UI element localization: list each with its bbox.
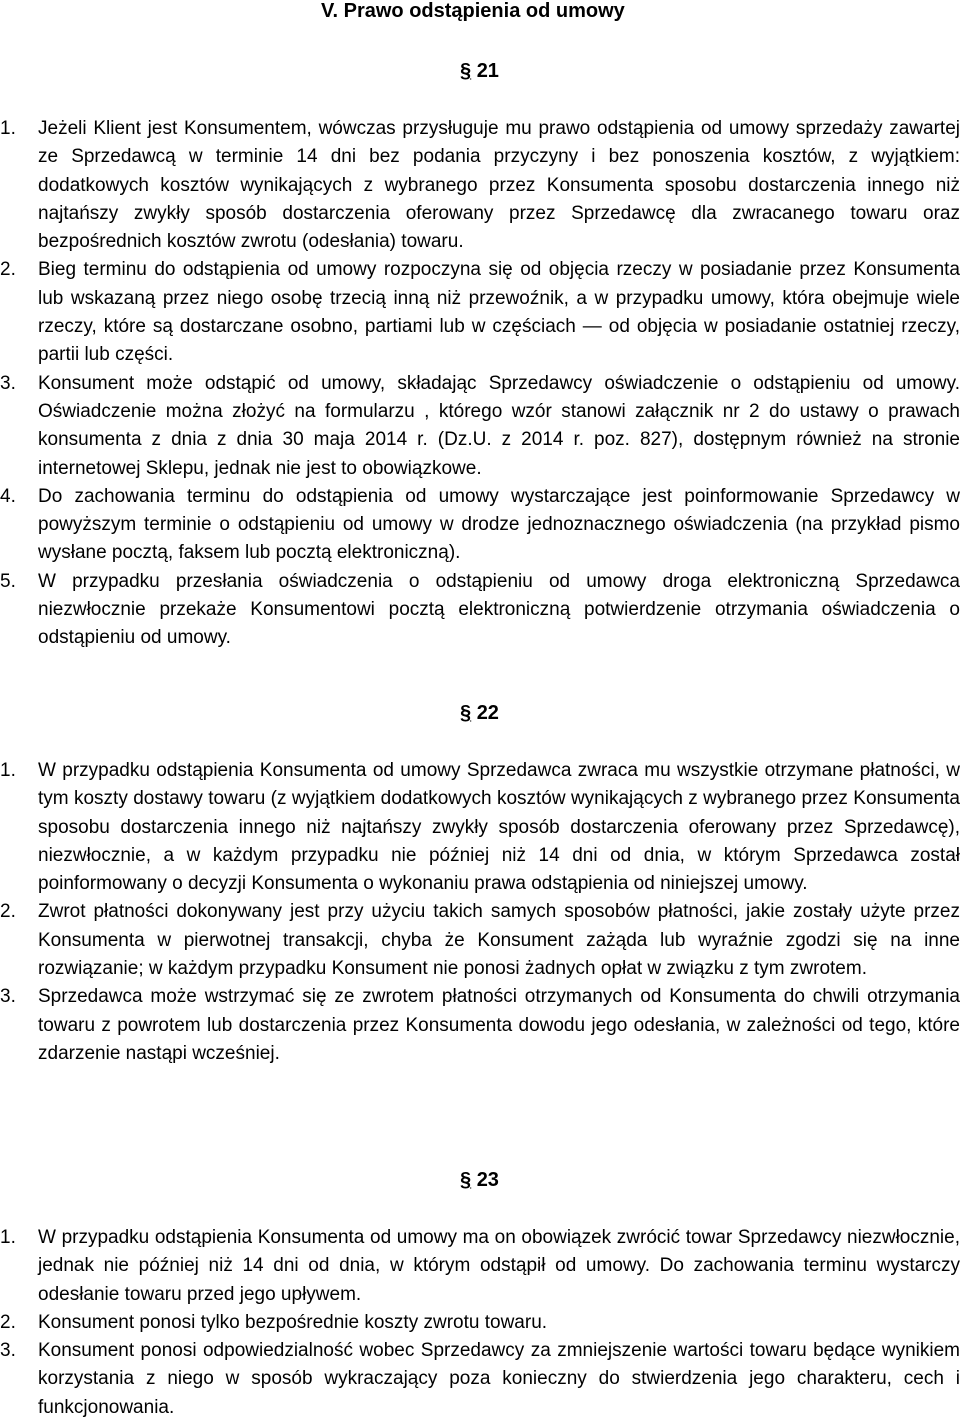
- item-text: W przypadku odstąpienia Konsumenta od umowy Sprzedawca zwraca mu wszystkie otrzymane płatności, w tym koszty dostawy towaru (z wyjątkiem dodatkowych kosztów wynikających z wybranego przez Konsumenta sposobu dostarczenia innego niż najtańszy zwykły sposób dostarczenia oferowany przez Sprzedawcę), niezwłocznie, a w każdym przypadku nie później niż 14 dni od dnia, w którym Sprzedawca został poinformowany o decyzji Konsumenta o wykonaniu prawa odstąpienia od niniejszej umowy.: [38, 760, 960, 895]
- list-item: [0, 1224, 960, 1309]
- section-sign: §: [460, 702, 472, 724]
- item-text: W przypadku przesłania oświadczenia o odstąpieniu od umowy droga elektroniczną Sprzedawca niezwłocznie przekaże Konsumentowi pocztą elektroniczną potwierdzenie otrzymania oświadczenia o odstąpieniu od umowy.: [38, 570, 960, 649]
- list-item: [0, 757, 960, 898]
- list-item: [0, 568, 960, 653]
- item-number: 3.: [0, 1340, 16, 1362]
- item-text: W przypadku odstąpienia Konsumenta od umowy ma on obowiązek zwrócić towar Sprzedawcy niezwłocznie, jednak nie później niż 14 dni od dnia, w którym odstąpił od umowy. Do zachowania terminu wystarczy odesłanie towaru przed jego upływem.: [38, 1227, 960, 1305]
- section-heading-21: [460, 56, 499, 86]
- list-item: [0, 256, 960, 369]
- item-text: Zwrot płatności dokonywany jest przy użyciu takich samych sposobów płatności, jakie zostały użyte przez Konsumenta w pierwotnej transakcji, chyba że Konsument zażąda lub wyraźnie zgodzi się na inne rozwiązanie; w każdym przypadku Konsument nie ponosi żadnych opłat w związku z tym zwrotem.: [38, 901, 960, 980]
- section-number: 21: [476, 60, 499, 82]
- item-number: 2.: [0, 259, 16, 281]
- section-heading-22: [460, 698, 499, 728]
- list-item: [0, 898, 960, 983]
- list-item: [0, 983, 960, 1068]
- section-sign: §: [460, 1169, 472, 1191]
- item-number: 1.: [0, 760, 16, 781]
- item-text: Sprzedawca może wstrzymać się ze zwrotem płatności otrzymanych od Konsumenta do chwili otrzymania towaru z powrotem lub dostarczenia przez Konsumenta dowodu jego odesłania, w zależności od tego, które zdarzenie nastąpi wcześniej.: [38, 986, 960, 1064]
- item-number: 3.: [0, 986, 16, 1008]
- list-item: [0, 1337, 960, 1422]
- chapter-title: V. Prawo odstąpienia od umowy: [321, 0, 625, 22]
- item-text: Do zachowania terminu do odstąpienia od umowy wystarczające jest poinformowanie Sprzedawcy w powyższym terminie o odstąpieniu od umowy w drodze jednoznacznego oświadczenia (na przykład pismo wysłane pocztą, faksem lub pocztą elektroniczną).: [38, 485, 960, 564]
- item-text: Jeżeli Klient jest Konsumentem, wówczas przysługuje mu prawo odstąpienia od umowy sprzedaży zawartej ze Sprzedawcą w terminie 14 dni bez podania przyczyny i bez ponoszenia kosztów, z wyjątkiem: dodatkowych kosztów wynikających z wybranego przez Konsumenta sposobu dostarczenia innego niż najtańszy zwykły sposób dostarczenia oferowany przez Sprzedawcę dla zwracanego towaru oraz bezpośrednich kosztów zwrotu (odesłania) towaru.: [38, 118, 960, 253]
- item-number: 2.: [0, 1311, 16, 1333]
- item-number: 1.: [0, 1227, 16, 1248]
- item-number: 3.: [0, 372, 16, 394]
- item-number: 4.: [0, 485, 16, 507]
- list-item: [0, 483, 960, 568]
- item-text: Konsument może odstąpić od umowy, składając Sprzedawcy oświadczenie o odstąpieniu od umowy. Oświadczenie można złożyć na formularzu , którego wzór stanowi załącznik nr 2 do ustawy o prawach konsumenta z dnia z dnia 30 maja 2014 r. (Dz.U. z 2014 r. poz. 827), dostępnym również na stronie internetowej Sklepu, jednak nie jest to obowiązkowe.: [38, 372, 960, 479]
- list-item: [0, 1309, 960, 1337]
- section-number: 23: [476, 1169, 499, 1191]
- item-number: 2.: [0, 901, 16, 923]
- list-item: [0, 370, 960, 483]
- section-21-items: [0, 115, 960, 653]
- section-sign: §: [460, 60, 472, 82]
- section-22-items: [0, 757, 960, 1068]
- item-text: Bieg terminu do odstąpienia od umowy rozpoczyna się od objęcia rzeczy w posiadanie przez Konsumenta lub wskazaną przez niego osobę trzecią inną niż przewoźnik, a w przypadku umowy, która obejmuje wiele rzeczy, które są dostarczane osobno, partiami lub w częściach — od objęcia w posiadanie ostatniej rzeczy, partii lub części.: [38, 259, 960, 366]
- section-23-items: [0, 1224, 960, 1422]
- list-item: [0, 115, 960, 256]
- item-number: 5.: [0, 570, 16, 592]
- section-number: 22: [476, 702, 499, 724]
- item-text: Konsument ponosi odpowiedzialność wobec Sprzedawcy za zmniejszenie wartości towaru będące wynikiem korzystania z niego w sposób wykraczający poza konieczny do stwierdzenia jego charakteru, cech i funkcjonowania.: [38, 1340, 960, 1418]
- item-text: Konsument ponosi tylko bezpośrednie koszty zwrotu towaru.: [38, 1311, 548, 1333]
- section-heading-23: [460, 1165, 499, 1195]
- item-number: 1.: [0, 118, 16, 139]
